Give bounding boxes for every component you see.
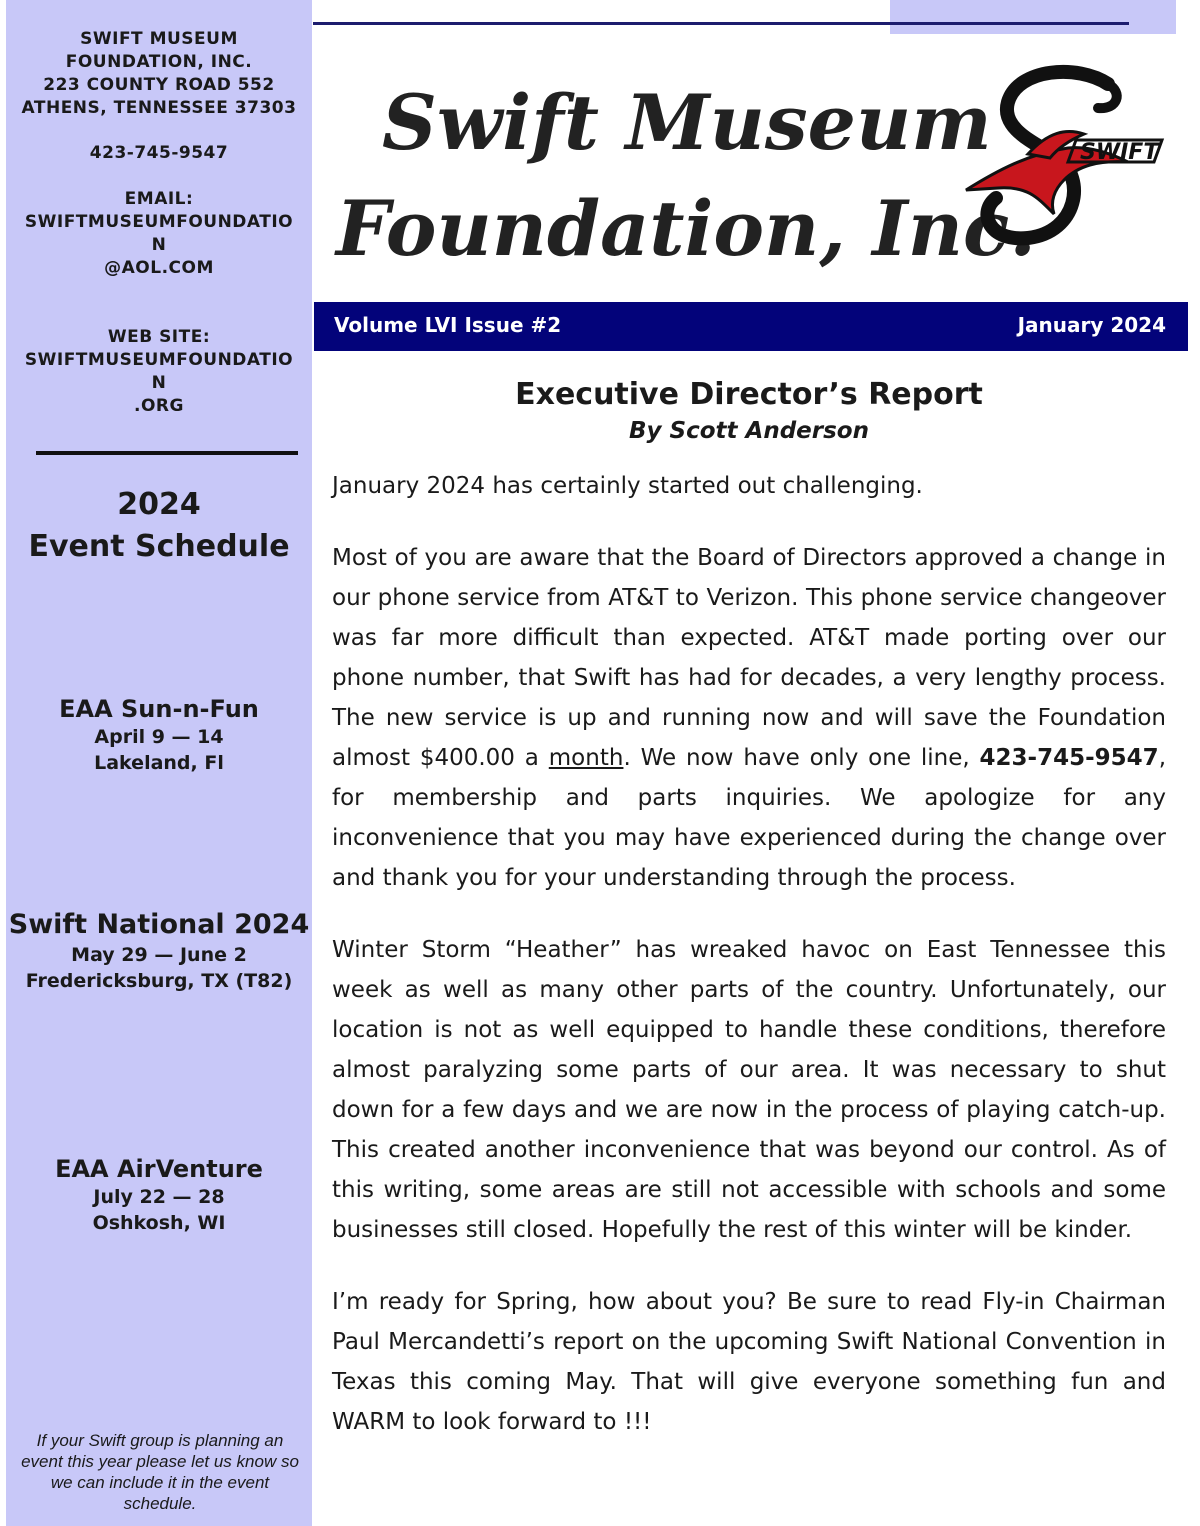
schedule-title: Event Schedule <box>28 529 290 564</box>
sidebar-divider <box>36 451 298 455</box>
paragraph-text: Most of you are aware that the Board of Directors approved a change in our phone service from AT&T to Verizon. This phone service changeover was far more difficult than expected. AT&T made porting over our phone number, that Swift has had for decades, a very lengthy process. The new service is up and running now and will save the Foundation almost $400.00 a <box>332 545 1166 771</box>
event-item <box>6 1154 312 1236</box>
event-name: EAA Sun-n-Fun <box>59 695 259 723</box>
address-line: SWIFT MUSEUM <box>80 29 238 49</box>
header-rule <box>313 22 1129 25</box>
address-line: ATHENS, TENNESSEE 37303 <box>21 98 297 118</box>
email-line: N <box>151 235 167 255</box>
website-line: N <box>151 373 167 393</box>
issue-banner <box>314 302 1188 351</box>
event-dates: May 29 — June 2 <box>71 944 247 966</box>
website-line: SWIFTMUSEUMFOUNDATIO <box>24 350 294 370</box>
underlined-text: month <box>548 745 624 771</box>
event-location: Fredericksburg, TX (T82) <box>25 970 293 992</box>
paragraph <box>332 538 1166 898</box>
article-byline: By Scott Anderson <box>629 418 869 444</box>
event-dates: April 9 — 14 <box>94 726 224 748</box>
issue-date: January 2024 <box>1017 313 1166 337</box>
email-line: SWIFTMUSEUMFOUNDATIO <box>24 212 294 232</box>
event-dates: July 22 — 28 <box>93 1186 225 1208</box>
event-name: EAA AirVenture <box>55 1155 263 1183</box>
masthead-line-2: Foundation, Inc. <box>336 184 1036 273</box>
address-line: 223 COUNTY ROAD 552 <box>43 75 275 95</box>
email-label: EMAIL: <box>124 189 194 209</box>
website-line: .ORG <box>134 396 184 416</box>
swift-logo-icon <box>958 62 1170 252</box>
email-block <box>6 188 312 280</box>
event-item <box>6 694 312 776</box>
logo-wordmark: SWIFT <box>1080 140 1159 165</box>
paragraph-text: , for membership and parts inquiries. We apologize for any inconvenience that you may have experienced during the change over and thank you for your understanding through the process. <box>332 745 1166 891</box>
event-location: Oshkosh, WI <box>92 1212 226 1234</box>
event-item <box>6 908 312 994</box>
phone-number: 423-745-9547 <box>89 143 229 163</box>
event-location: Lakeland, Fl <box>94 752 224 774</box>
paragraph-text: . We now have only one line, <box>623 745 980 771</box>
masthead-line-1: Swift Museum <box>382 78 992 167</box>
article-title: Executive Director’s Report <box>515 377 983 412</box>
paragraph: January 2024 has certainly started out challenging. <box>332 473 923 499</box>
event-name: Swift National 2024 <box>8 909 310 940</box>
address-line: FOUNDATION, INC. <box>65 52 253 72</box>
header-accent-bar <box>890 0 1176 34</box>
website-block <box>6 326 312 418</box>
phone-number-bold: 423-745-9547 <box>979 745 1159 771</box>
paragraph: I’m ready for Spring, how about you? Be sure to read Fly-in Chairman Paul Mercandetti’s report on the upcoming Swift National Convention in Texas this coming May. That will give everyone something fun and WARM to look forward to !!! <box>332 1289 1166 1435</box>
article-body <box>332 466 1166 1474</box>
issue-volume: Volume LVI Issue #2 <box>334 313 562 337</box>
sidebar <box>6 0 312 1526</box>
website-label: WEB SITE: <box>107 327 211 347</box>
schedule-note: If your Swift group is planning an event this year please let us know so we can include it in the event schedule. <box>21 1431 299 1513</box>
schedule-year: 2024 <box>117 487 201 522</box>
foundation-address <box>6 28 312 120</box>
paragraph: Winter Storm “Heather” has wreaked havoc on East Tennessee this week as well as many other parts of the country. Unfortunately, our location is not as well equipped to handle these conditions, therefore almost paralyzing some parts of our area. It was necessary to shut down for a few days and we are now in the process of playing catch-up. This created another inconvenience that was beyond our control. As of this writing, some areas are still not accessible with schools and some businesses still closed. Hopefully the rest of this winter will be kinder. <box>332 937 1166 1243</box>
email-line: @AOL.COM <box>104 258 214 278</box>
